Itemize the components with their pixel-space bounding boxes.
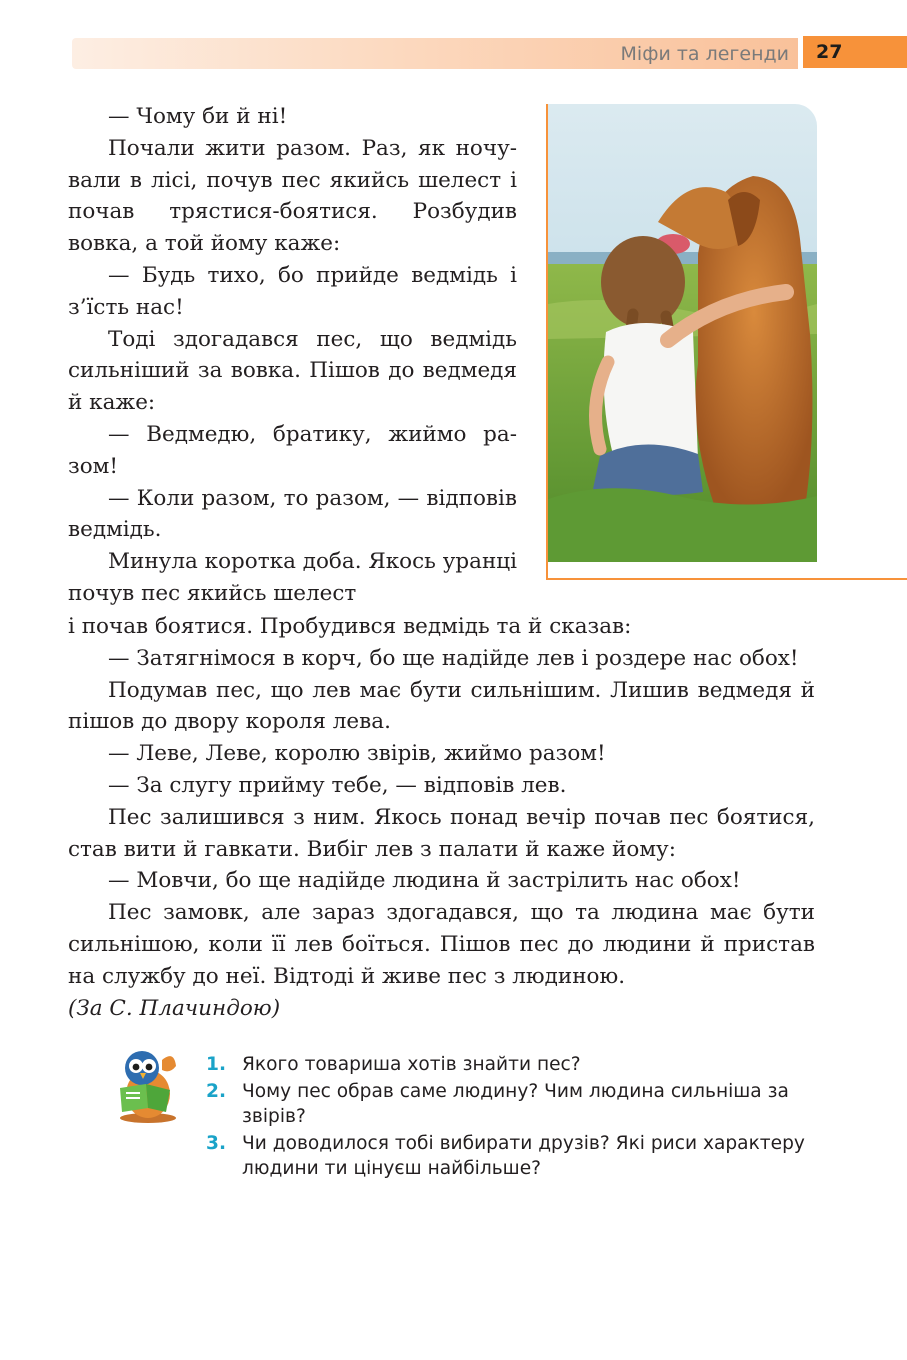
- story-paragraph: Почали жити разом. Раз, як ночували в лісі, почув пес якийсь шелест і почав трястися-боятися. Розбудив вовка, а той йому каже:: [68, 135, 517, 257]
- story-column-wide: [68, 611, 815, 1024]
- story-paragraph: — Затягнімося в корч, бо ще надійде лев і роздере нас обох!: [108, 645, 799, 671]
- question-item: [206, 1052, 821, 1078]
- question-item: [206, 1079, 821, 1130]
- story-paragraph: — Мовчи, бо ще надійде людина й застрілить нас обох!: [108, 868, 741, 894]
- question-number: 1.: [206, 1054, 227, 1075]
- story-paragraph: — Будь тихо, бо прийде ведмідь і з’їсть нас!: [68, 262, 517, 320]
- question-number: 2.: [206, 1080, 227, 1102]
- story-paragraph: — Чому би й ні!: [108, 104, 288, 129]
- question-text: Чому пес обрав саме людину? Чим людина сильніша за звірів?: [242, 1080, 789, 1127]
- story-paragraph: — Ведмедю, братику, жиймо разом!: [68, 421, 517, 479]
- photo-girl-hugging-dog: [548, 104, 817, 562]
- story-paragraph: — За слугу прийму тебе, — відповів лев.: [108, 772, 567, 798]
- story-paragraph: Пес замовк, але зараз здогадався, що та людина має бути сильнішою, коли її лев боїться. Пішов пес до людини й пристав на службу до неї. Відтоді й живе пес з людиною.: [68, 900, 815, 989]
- question-text: Чи доводилося тобі вибирати друзів? Які риси характеру людини ти цінуєш найбільше?: [242, 1132, 805, 1179]
- story-paragraph-continuation: і почав боятися. Пробудився ведмідь та й сказав:: [68, 614, 632, 639]
- page-number: 27: [803, 36, 907, 68]
- story-paragraph-start: Минула коротка доба. Якось уранці почув пес якийсь шелест: [68, 549, 517, 606]
- owl-reading-book-icon: [112, 1046, 184, 1124]
- story-paragraph: — Коли разом, то разом, — відповів ведмідь.: [68, 485, 517, 543]
- story-paragraph: Подумав пес, що лев має бути сильнішим. Лишив ведмедя й пішов до двору короля лева.: [68, 677, 815, 735]
- section-title: Міфи та легенди: [620, 43, 789, 65]
- story-paragraph: Тоді здогадався пес, що ведмідь сильніший за вовка. Пішов до ведмедя й каже:: [68, 326, 517, 416]
- question-text: Якого товариша хотів знайти пес?: [242, 1054, 581, 1075]
- story-column-narrow: [68, 101, 517, 610]
- questions-list: [206, 1052, 821, 1183]
- story-paragraph: Пес залишився з ним. Якось понад вечір почав пес боятися, став вити й гавкати. Вибіг лев з палати й каже йому:: [68, 804, 815, 862]
- story-citation: (За С. Плачиндою): [68, 995, 281, 1021]
- question-number: 3.: [206, 1132, 227, 1154]
- story-paragraph: — Леве, Леве, королю звірів, жиймо разом!: [108, 741, 606, 767]
- question-item: [206, 1131, 821, 1182]
